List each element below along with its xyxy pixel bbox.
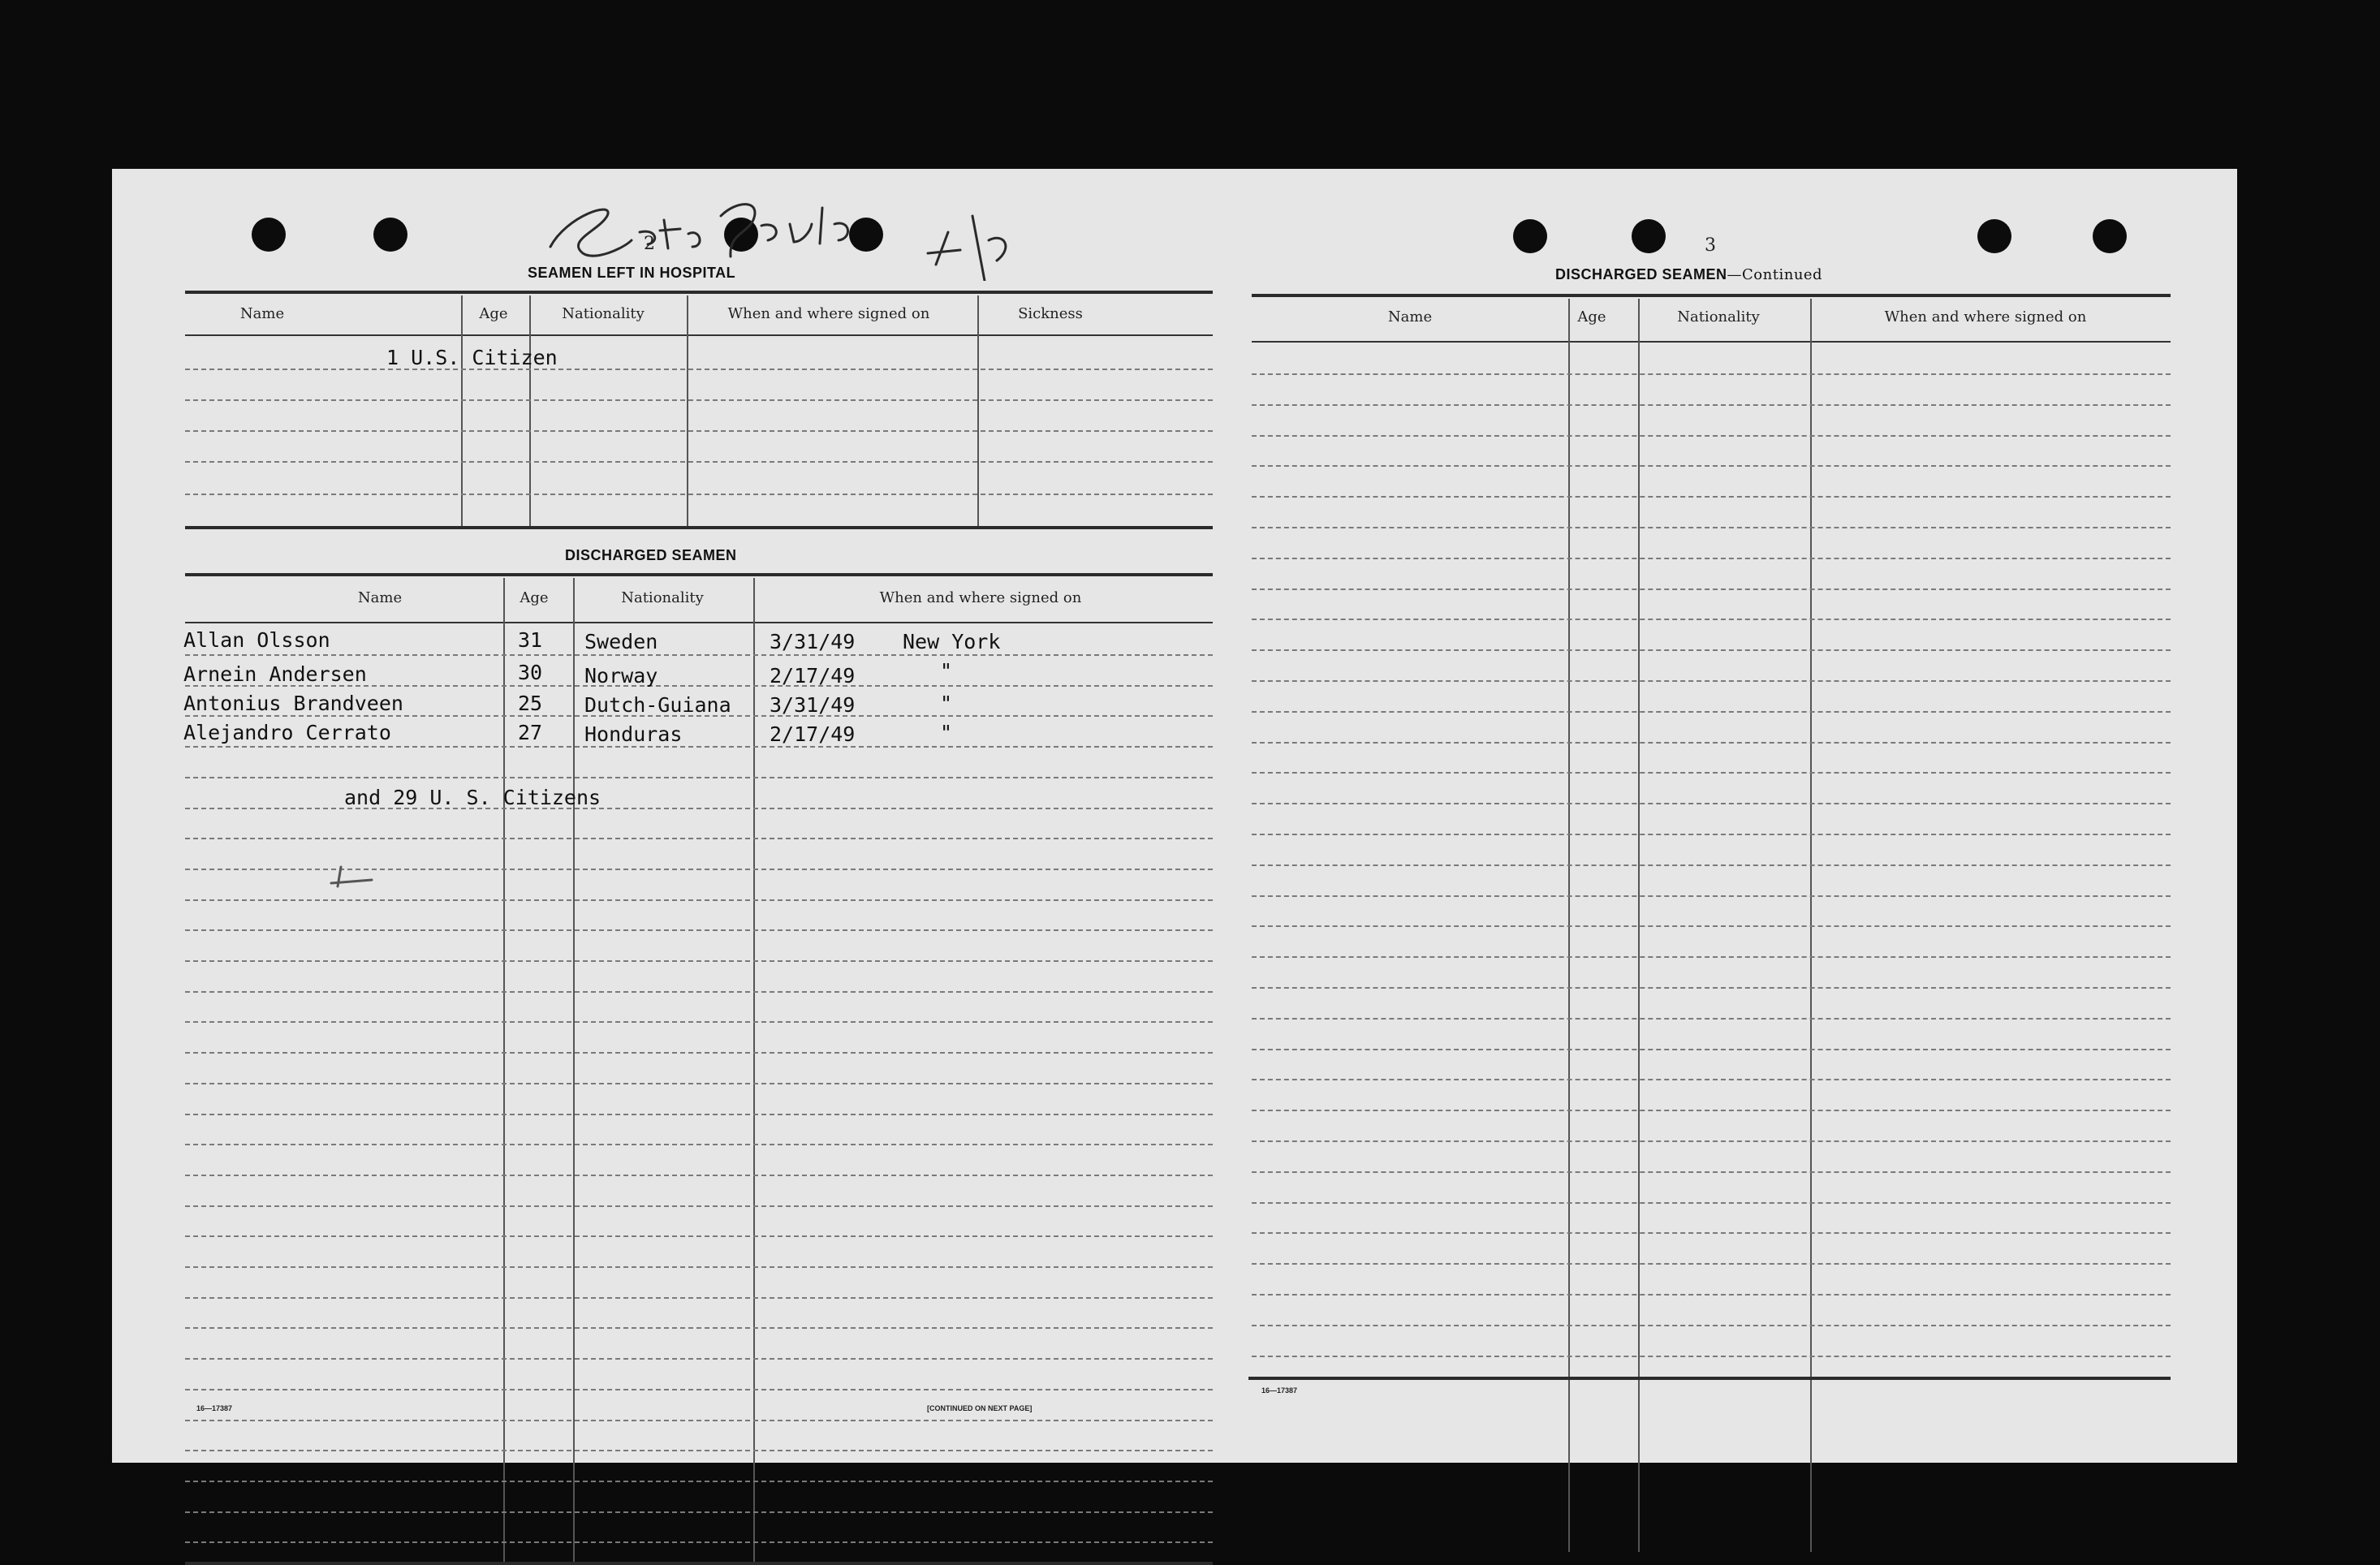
dotted-row-line xyxy=(185,1052,1213,1054)
seaman-nationality: Sweden xyxy=(584,630,658,653)
rule xyxy=(1248,1377,2171,1380)
seaman-date: 2/17/49 xyxy=(770,722,856,746)
col-header-signed-on: When and where signed on xyxy=(1884,308,2087,326)
dotted-row-line xyxy=(185,899,1213,901)
dotted-row-line xyxy=(185,1327,1213,1329)
form-number: 16—17387 xyxy=(196,1404,233,1412)
dotted-row-line xyxy=(185,1420,1213,1421)
dotted-row-line xyxy=(1252,1140,2171,1142)
dotted-row-line xyxy=(1252,1049,2171,1050)
dotted-row-line xyxy=(1252,803,2171,804)
seaman-age: 31 xyxy=(518,628,543,652)
dotted-row-line xyxy=(1252,1325,2171,1326)
dotted-row-line xyxy=(1252,435,2171,437)
dotted-row-line xyxy=(1252,558,2171,559)
dotted-row-line xyxy=(185,838,1213,839)
dotted-row-line xyxy=(1252,1171,2171,1173)
dotted-row-line xyxy=(185,1389,1213,1390)
column-divider xyxy=(573,578,575,1562)
rule xyxy=(185,526,1213,529)
title-continued: —Continued xyxy=(1727,266,1823,283)
dotted-row-line xyxy=(1252,649,2171,651)
col-header-nationality: Nationality xyxy=(621,589,704,606)
dotted-row-line xyxy=(185,461,1213,463)
seaman-place: New York xyxy=(903,630,1001,653)
seaman-date: 2/17/49 xyxy=(770,664,856,688)
seaman-place: " xyxy=(940,659,953,683)
dotted-row-line xyxy=(185,929,1213,931)
dotted-row-line xyxy=(1252,1110,2171,1111)
dotted-row-line xyxy=(185,1358,1213,1360)
dotted-row-line xyxy=(185,960,1213,962)
left-page xyxy=(112,169,1232,1463)
col-header-nationality: Nationality xyxy=(562,305,645,322)
dotted-row-line xyxy=(1252,404,2171,406)
col-header-age: Age xyxy=(520,589,549,606)
col-header-signed-on: When and where signed on xyxy=(879,589,1082,606)
dotted-row-line xyxy=(1252,465,2171,467)
dotted-row-line xyxy=(185,777,1213,778)
punch-hole xyxy=(2093,219,2127,253)
column-divider xyxy=(753,578,755,1562)
page-number: 2 xyxy=(644,234,655,254)
dotted-row-line xyxy=(1252,987,2171,989)
rule xyxy=(185,334,1213,336)
dotted-row-line xyxy=(185,1114,1213,1115)
seaman-name: Arnein Andersen xyxy=(183,662,367,686)
col-header-name: Name xyxy=(239,305,285,322)
seaman-nationality: Norway xyxy=(584,664,658,688)
rule xyxy=(1252,341,2171,343)
column-divider xyxy=(503,578,505,1562)
discharged-note: and 29 U. S. Citizens xyxy=(344,786,601,809)
dotted-row-line xyxy=(185,1021,1213,1023)
dotted-row-line xyxy=(1252,588,2171,590)
seaman-age: 27 xyxy=(518,721,543,744)
punch-hole xyxy=(373,218,407,252)
dotted-row-line xyxy=(185,399,1213,401)
page-number: 3 xyxy=(1705,235,1716,256)
dotted-row-line xyxy=(185,1235,1213,1237)
dotted-row-line xyxy=(185,1297,1213,1299)
punch-hole xyxy=(252,218,286,252)
dotted-row-line xyxy=(185,1481,1213,1482)
punch-hole xyxy=(1513,219,1547,253)
dotted-row-line xyxy=(185,1450,1213,1451)
dotted-row-line xyxy=(1252,834,2171,835)
hospital-section-title: SEAMEN LEFT IN HOSPITAL xyxy=(528,265,736,281)
dotted-row-line xyxy=(185,369,1213,370)
seaman-age: 30 xyxy=(518,661,543,684)
punch-hole xyxy=(1977,219,2011,253)
dotted-row-line xyxy=(1252,1079,2171,1080)
dotted-row-line xyxy=(1252,742,2171,744)
col-header-name: Name xyxy=(1387,308,1433,326)
dotted-row-line xyxy=(1252,680,2171,682)
col-header-age: Age xyxy=(479,305,508,322)
discharged-section-title: DISCHARGED SEAMEN xyxy=(565,547,737,563)
pencil-mark xyxy=(323,862,388,895)
dotted-row-line xyxy=(185,430,1213,432)
dotted-row-line xyxy=(185,1266,1213,1268)
right-page xyxy=(1232,169,2237,1463)
col-header-sickness: Sickness xyxy=(1018,305,1083,322)
dotted-row-line xyxy=(1252,1356,2171,1357)
dotted-row-line xyxy=(1252,895,2171,897)
dotted-row-line xyxy=(1252,925,2171,927)
seaman-place: " xyxy=(940,692,953,715)
seaman-nationality: Dutch-Guiana xyxy=(584,693,731,717)
dotted-row-line xyxy=(185,746,1213,748)
dotted-row-line xyxy=(1252,956,2171,958)
punch-hole xyxy=(1632,219,1666,253)
col-header-signed-on: When and where signed on xyxy=(727,305,930,322)
dotted-row-line xyxy=(185,494,1213,495)
dotted-row-line xyxy=(1252,864,2171,866)
hospital-entry: 1 U.S. Citizen xyxy=(386,346,558,369)
discharged-continued-title xyxy=(1555,266,1822,283)
dotted-row-line xyxy=(185,654,1213,656)
dotted-row-line xyxy=(185,991,1213,993)
col-header-age: Age xyxy=(1577,308,1606,326)
dotted-row-line xyxy=(185,1541,1213,1543)
seaman-name: Allan Olsson xyxy=(183,628,330,652)
dotted-row-line xyxy=(1252,1263,2171,1265)
continued-note: [CONTINUED ON NEXT PAGE] xyxy=(927,1404,1033,1412)
dotted-row-line xyxy=(1252,373,2171,375)
rule xyxy=(185,573,1213,576)
seaman-name: Antonius Brandveen xyxy=(183,692,403,715)
col-header-nationality: Nationality xyxy=(1677,308,1760,326)
seaman-nationality: Honduras xyxy=(584,722,683,746)
rule xyxy=(185,291,1213,294)
dotted-row-line xyxy=(185,1083,1213,1084)
rule xyxy=(185,1562,1213,1565)
col-header-name: Name xyxy=(357,589,403,606)
dotted-row-line xyxy=(1252,1294,2171,1296)
dotted-row-line xyxy=(1252,496,2171,498)
seaman-age: 25 xyxy=(518,692,543,715)
dotted-row-line xyxy=(185,1175,1213,1176)
title-main: DISCHARGED SEAMEN xyxy=(1555,266,1727,282)
dotted-row-line xyxy=(1252,1202,2171,1204)
rule xyxy=(185,622,1213,623)
dotted-row-line xyxy=(185,1511,1213,1513)
dotted-row-line xyxy=(185,1205,1213,1207)
dotted-row-line xyxy=(1252,711,2171,713)
seaman-place: " xyxy=(940,721,953,744)
dotted-row-line xyxy=(1252,619,2171,620)
dotted-row-line xyxy=(1252,772,2171,774)
dotted-row-line xyxy=(185,1144,1213,1145)
rule xyxy=(1252,294,2171,297)
seaman-date: 3/31/49 xyxy=(770,693,856,717)
dotted-row-line xyxy=(1252,527,2171,528)
form-number: 16—17387 xyxy=(1261,1386,1298,1395)
seaman-name: Alejandro Cerrato xyxy=(183,721,391,744)
dotted-row-line xyxy=(1252,1018,2171,1020)
seaman-date: 3/31/49 xyxy=(770,630,856,653)
dotted-row-line xyxy=(1252,1232,2171,1234)
dotted-row-line xyxy=(185,808,1213,809)
